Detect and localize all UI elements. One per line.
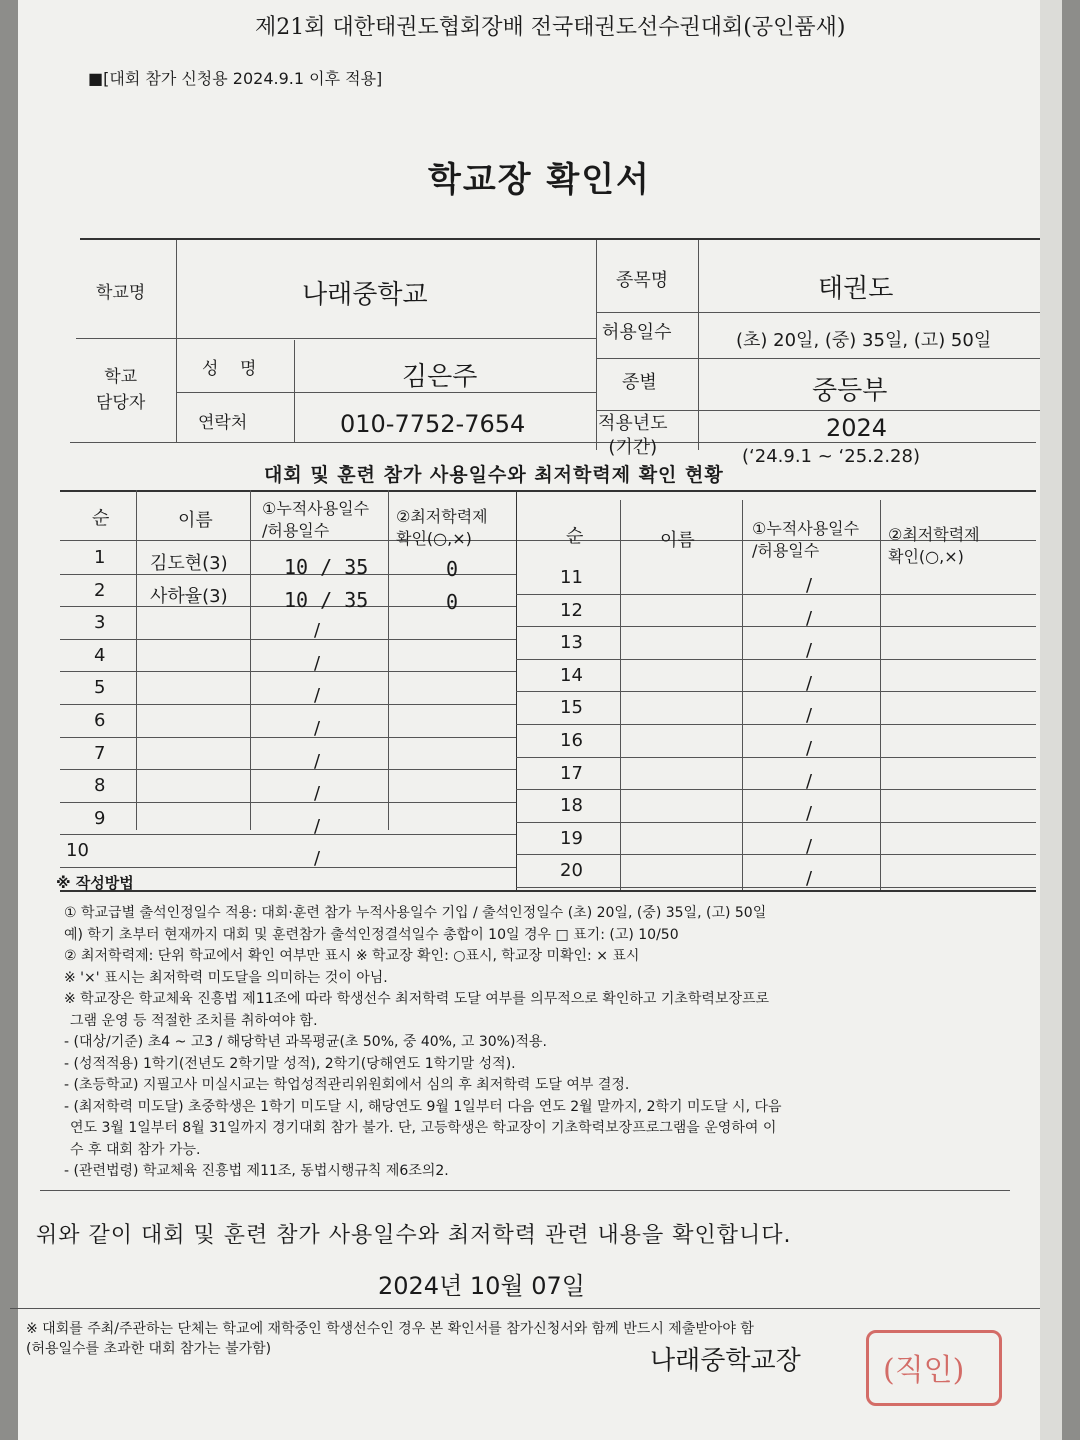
- info-rule: [596, 312, 1040, 313]
- school-label: 학교명: [96, 283, 146, 303]
- method-line: - (관련법령) 학교체육 진흥법 제11조, 동법시행규칙 제6조의2.: [64, 1163, 449, 1179]
- event-value: 태권도: [818, 274, 894, 304]
- section-title: 대회 및 훈련 참가 사용일수와 최저학력제 확인 현황: [264, 464, 724, 486]
- athlete-name: 김도현(3): [150, 553, 228, 574]
- col-name: 이름: [660, 530, 695, 551]
- footnote-1: ※ 대회를 주최/주관하는 단체는 학교에 재학중인 학생선수인 경우 본 확인서를 참가신청서와 함께 반드시 제출받아야 함: [26, 1321, 754, 1337]
- row-number: 16: [560, 730, 583, 751]
- row-rule: [516, 887, 1036, 888]
- method-line: 그램 운영 등 적절한 조치를 취하여야 함.: [70, 1012, 318, 1029]
- used-days: /: [806, 640, 813, 662]
- year-value: 2024: [826, 414, 888, 442]
- row-number: 6: [94, 710, 106, 731]
- method-line: 수 후 대회 참가 가능.: [70, 1141, 201, 1158]
- row-number: 17: [560, 762, 583, 784]
- row-number: 20: [560, 860, 583, 882]
- principal-signature: 나래중학교장: [650, 1346, 801, 1376]
- used-days: /: [806, 672, 813, 694]
- used-days: /: [806, 738, 813, 759]
- school-value: 나래중학교: [302, 280, 428, 310]
- col-days: ①누적사용일수 /허용일수: [262, 499, 370, 540]
- row-rule: [60, 704, 516, 705]
- row-rule: [516, 822, 1036, 823]
- used-days: /: [314, 848, 321, 870]
- apply-note: ■[대회 참가 신청용 2024.9.1 이후 적용]: [88, 69, 383, 88]
- used-days: /: [806, 803, 813, 825]
- info-rule: [596, 358, 1040, 359]
- method-line: - (초등학교) 지필고사 미실시교는 학업성적관리위원회에서 심의 후 최저학력 도달 여부 결정.: [64, 1077, 630, 1093]
- seal-label: (직인): [883, 1353, 965, 1388]
- method-title: ※ 작성방법: [56, 874, 134, 892]
- table-col: [880, 500, 881, 890]
- row-rule: [516, 724, 1036, 725]
- allow-value: (초) 20일, (중) 35일, (고) 50일: [736, 330, 992, 351]
- contact-label: 연락처: [198, 413, 248, 433]
- info-top-rule: [80, 238, 1040, 240]
- row-number: 10: [66, 840, 89, 862]
- used-days: /: [806, 868, 813, 890]
- row-number: 13: [560, 632, 583, 654]
- row-number: 18: [560, 795, 583, 817]
- method-line: - (성적적용) 1학기(전년도 2학기말 성적), 2학기(당해연도 1학기말 성적).: [64, 1055, 516, 1072]
- info-col: [294, 340, 295, 442]
- row-number: 1: [94, 547, 106, 568]
- name-value: 김은주: [402, 362, 478, 392]
- manager-label: 학교 담당자: [96, 367, 146, 413]
- row-number: 5: [94, 677, 106, 699]
- row-rule: [516, 854, 1036, 855]
- used-days: /: [314, 652, 321, 674]
- event-label: 종목명: [616, 270, 669, 291]
- row-number: 8: [94, 775, 106, 797]
- used-days: /: [806, 770, 813, 792]
- used-days: /: [806, 705, 813, 727]
- col-days: ①누적사용일수 /허용일수: [752, 519, 860, 560]
- competition-title: 제21회 대한태권도협회장배 전국태권도선수권대회(공인품새): [255, 15, 846, 40]
- row-rule: [516, 757, 1036, 758]
- method-line: 예) 학기 초부터 현재까지 대회 및 훈련참가 출석인정결석일수 총합이 10일 경우 □ 표기: (고) 10/50: [64, 926, 679, 943]
- method-line: - (대상/기준) 초4 ~ 고3 / 해당학년 과목평균(초 50%, 중 40%, 고 30%)적용.: [64, 1034, 547, 1050]
- year-period: (‘24.9.1 ~ ‘25.2.28): [742, 446, 920, 467]
- method-line: - (최저학력 미도달) 초중학생은 1학기 미도달 시, 해당연도 9월 1일부터 다음 연도 2월 말까지, 2학기 미도달 시, 다음: [64, 1098, 782, 1115]
- used-days: /: [314, 783, 321, 805]
- row-rule: [60, 867, 516, 868]
- table-bottom-rule: [60, 890, 1036, 892]
- row-number: 14: [560, 664, 583, 686]
- row-number: 4: [94, 644, 106, 666]
- contact-value: 010-7752-7654: [340, 410, 526, 438]
- method-line: ※ 학교장은 학교체육 진흥법 제11조에 따라 학생선수 최저학력 도달 여부를 의무적으로 확인하고 기초학력보장프로: [64, 991, 770, 1007]
- document-title: 학교장 확인서: [428, 160, 651, 200]
- row-number: 15: [560, 697, 583, 719]
- allow-label: 허용일수: [602, 322, 672, 343]
- row-rule: [60, 639, 516, 640]
- used-days: /: [806, 835, 813, 857]
- page-edge: [1040, 0, 1062, 1440]
- col-name: 이름: [178, 510, 213, 531]
- method-line: ② 최저학력제: 단위 학교에서 확인 여부만 표시 ※ 학교장 확인: ○표시, 학교장 미확인: × 표시: [64, 948, 640, 964]
- col-check: ②최저학력제 확인(○,×): [888, 525, 980, 566]
- col-no: 순: [566, 526, 584, 547]
- footnote-2: (허용일수를 초과한 대회 참가는 불가함): [26, 1341, 272, 1357]
- row-rule: [60, 769, 516, 770]
- row-rule: [516, 789, 1036, 790]
- year-label: 적용년도 (기간): [598, 413, 668, 458]
- used-days: /: [314, 620, 321, 642]
- used-days: /: [314, 685, 321, 707]
- info-col: [176, 240, 177, 442]
- info-rule: [76, 338, 596, 339]
- method-line: ① 학교급별 출석인정일수 적용: 대회·훈련 참가 누적사용일수 기입 / 출석인정일수 (초) 20일, (중) 35일, (고) 50일: [64, 905, 767, 921]
- info-rule: [176, 392, 596, 393]
- table-col: [136, 490, 137, 830]
- min-academic-check: 0: [446, 589, 459, 614]
- row-number: 3: [94, 612, 106, 634]
- table-col: [388, 490, 389, 830]
- row-number: 2: [94, 579, 106, 601]
- info-rule: [596, 410, 1040, 411]
- used-days: /: [806, 607, 813, 629]
- info-col: [596, 240, 597, 450]
- confirm-top-rule: [40, 1190, 1010, 1191]
- col-no: 순: [92, 508, 110, 529]
- col-check: ②최저학력제 확인(○,×): [396, 507, 488, 548]
- row-rule: [60, 834, 516, 835]
- row-rule: [516, 594, 1036, 595]
- used-days: 10 / 35: [284, 587, 369, 612]
- athlete-name: 사하율(3): [150, 585, 228, 607]
- table-col: [742, 500, 743, 890]
- row-rule: [516, 659, 1036, 660]
- row-number: 12: [560, 599, 583, 621]
- row-rule: [60, 802, 516, 803]
- info-bottom-rule: [70, 442, 1036, 443]
- used-days: 10 / 35: [284, 555, 369, 579]
- info-col: [698, 240, 699, 450]
- row-number: 19: [560, 827, 583, 849]
- used-days: /: [314, 718, 321, 739]
- min-academic-check: 0: [446, 557, 459, 581]
- used-days: /: [314, 815, 321, 837]
- official-seal-stamp: [866, 1330, 1002, 1406]
- row-rule: [516, 626, 1036, 627]
- division-value: 중등부: [812, 376, 888, 406]
- row-rule: [60, 737, 516, 738]
- table-top-rule: [60, 490, 1036, 492]
- row-rule: [516, 691, 1036, 692]
- used-days: /: [806, 575, 813, 596]
- table-col: [250, 490, 251, 830]
- confirm-text: 위와 같이 대회 및 훈련 참가 사용일수와 최저학력 관련 내용을 확인합니다.: [36, 1223, 792, 1248]
- confirm-date: 2024년 10월 07일: [378, 1272, 585, 1300]
- used-days: /: [314, 750, 321, 772]
- row-number: 9: [94, 807, 106, 829]
- row-number: 7: [94, 742, 106, 764]
- method-line: 연도 3월 1일부터 8월 31일까지 경기대회 참가 불가. 단, 고등학생은 학교장이 기초학력보장프로그램을 운영하여 이: [70, 1120, 777, 1136]
- table-col: [516, 490, 517, 890]
- row-rule: [60, 671, 516, 672]
- footnote-rule: [10, 1308, 1040, 1309]
- method-line: ※ '×' 표시는 최저학력 미도달을 의미하는 것이 아님.: [64, 969, 388, 986]
- division-label: 종별: [622, 372, 657, 393]
- name-label: 성 명: [202, 359, 257, 379]
- table-col: [620, 500, 621, 890]
- row-number: 11: [560, 567, 583, 588]
